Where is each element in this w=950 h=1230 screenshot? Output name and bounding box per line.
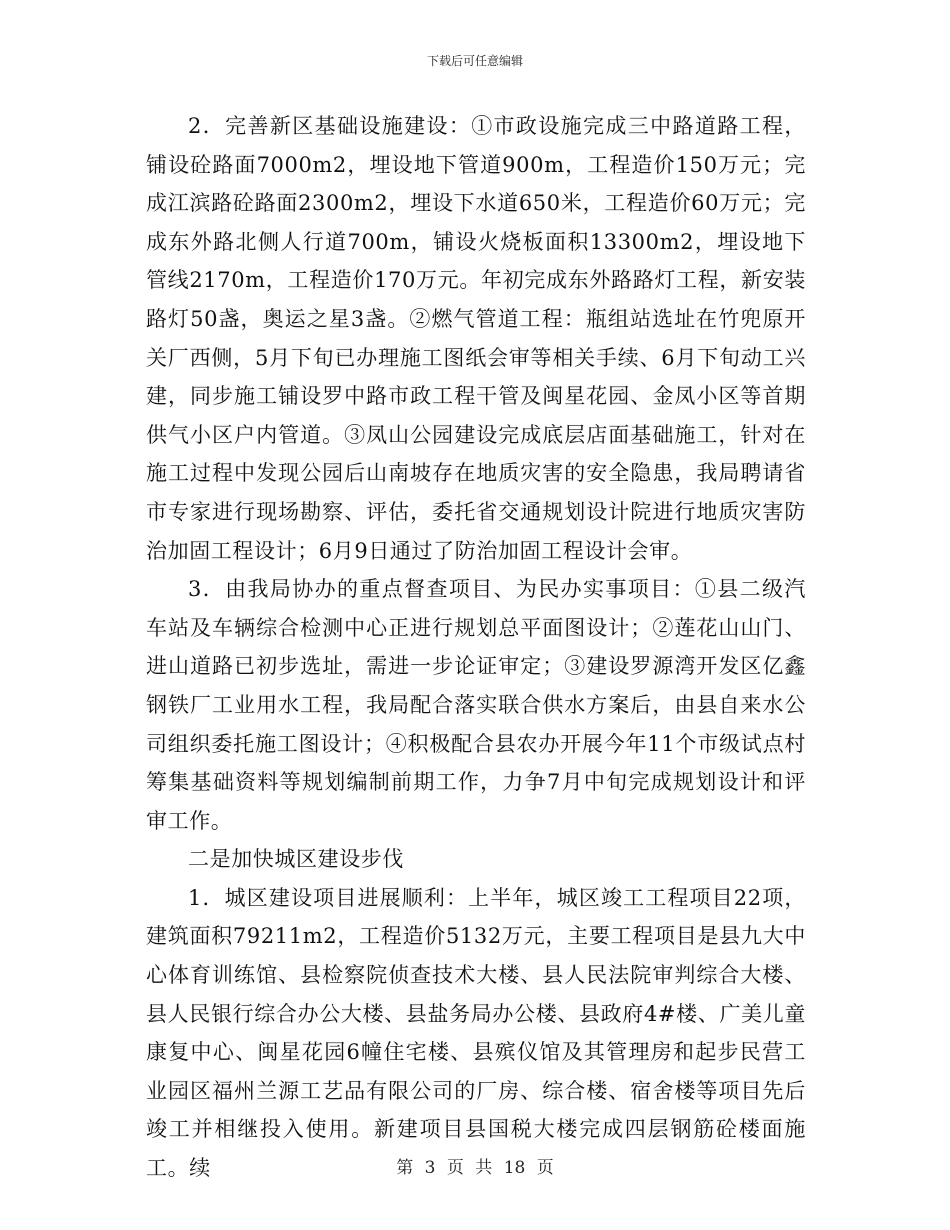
paragraph-infrastructure: 2．完善新区基础设施建设：①市政设施完成三中路道路工程，铺设砼路面7000m2，埋设地下管道900m，工程造价150万元；完成江滨路砼路面2300m2，埋设下水道650米，工程造价60万元；完成东外路北侧人行道700m，铺设火烧板面积13300m2，埋设地下管线2170m，工程造价170万元。年初完成东外路路灯工程，新安装路灯50盏，奥运之星3盏。②燃气管道工程：瓶组站选址在竹兜原开关厂西侧，5月下旬已办理施工图纸会审等相关手续、6月下旬动工兴建，同步施工铺设罗中路市政工程干管及闽星花园、金凤小区等首期供气小区户内管道。③凤山公园建设完成底层店面基础施工，针对在施工过程中发现公园后山南坡存在地质灾害的安全隐患，我局聘请省市专家进行现场勘察、评估，委托省交通规划设计院进行地质灾害防治加固工程设计；6月9日通过了防治加固工程设计会审。 (146, 114, 806, 563)
page-footer: 第 3 页 共 18 页 (396, 1158, 554, 1178)
section-heading: 二是加快城区建设步伐 (188, 847, 404, 872)
paragraph-urban-construction: 1．城区建设项目进展顺利：上半年，城区竣工工程项目22项，建筑面积79211m2，工程造价5132万元，主要工程项目是县九大中心体育训练馆、县检察院侦查技术大楼、县人民法院审判综合大楼、县人民银行综合办公大楼、县盐务局办公楼、县政府4#楼、广美儿童康复中心、闽星花园6幢住宅楼、县殡仪馆及其管理房和起步民营工业园区福州兰源工艺品有限公司的厂房、综合楼、宿舍楼等项目先后竣工并相继投入使用。新建项目县国税大楼完成四层钢筋砼楼面施工。续 (146, 885, 806, 1181)
paragraph-assisted-projects: 3．由我局协办的重点督查项目、为民办实事项目：①县二级汽车站及车辆综合检测中心正进行规划总平面图设计；②莲花山山门、进山道路已初步选址，需进一步论证审定；③建设罗源湾开发区亿鑫钢铁厂工业用水工程，我局配合落实联合供水方案后，由县自来水公司组织委托施工图设计；④积极配合县农办开展今年11个市级试点村筹集基础资料等规划编制前期工作，力争7月中旬完成规划设计和评审工作。 (146, 577, 806, 833)
page-header: 下载后可任意编辑 (426, 54, 523, 68)
document-body (146, 107, 806, 1188)
